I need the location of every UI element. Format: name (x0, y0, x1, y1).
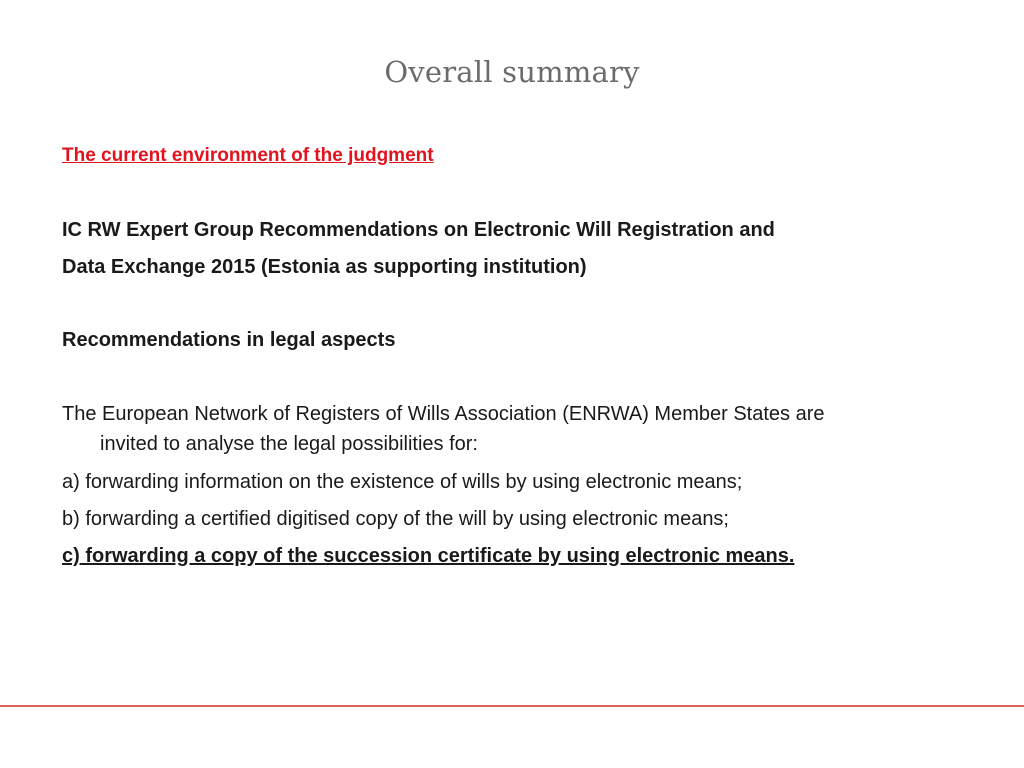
list-item-a: a) forwarding information on the existence of wills by using electronic means; (62, 471, 743, 493)
slide-title: Overall summary (384, 55, 640, 89)
intro-line-2: invited to analyse the legal possibilities for: (100, 433, 478, 455)
expert-group-line-1: IC RW Expert Group Recommendations on Electronic Will Registration and (62, 219, 775, 241)
footer-divider (0, 705, 1024, 707)
list-item-c: c) forwarding a copy of the succession certificate by using electronic means. (62, 545, 795, 567)
expert-group-line-2: Data Exchange 2015 (Estonia as supporting institution) (62, 256, 587, 278)
intro-line-1: The European Network of Registers of Wills Association (ENRWA) Member States are (62, 403, 825, 425)
intro-paragraph (62, 398, 982, 460)
list-item-b: b) forwarding a certified digitised copy of the will by using electronic means; (62, 508, 729, 530)
subheading: The current environment of the judgment (62, 145, 434, 166)
section-heading: Recommendations in legal aspects (62, 329, 396, 351)
